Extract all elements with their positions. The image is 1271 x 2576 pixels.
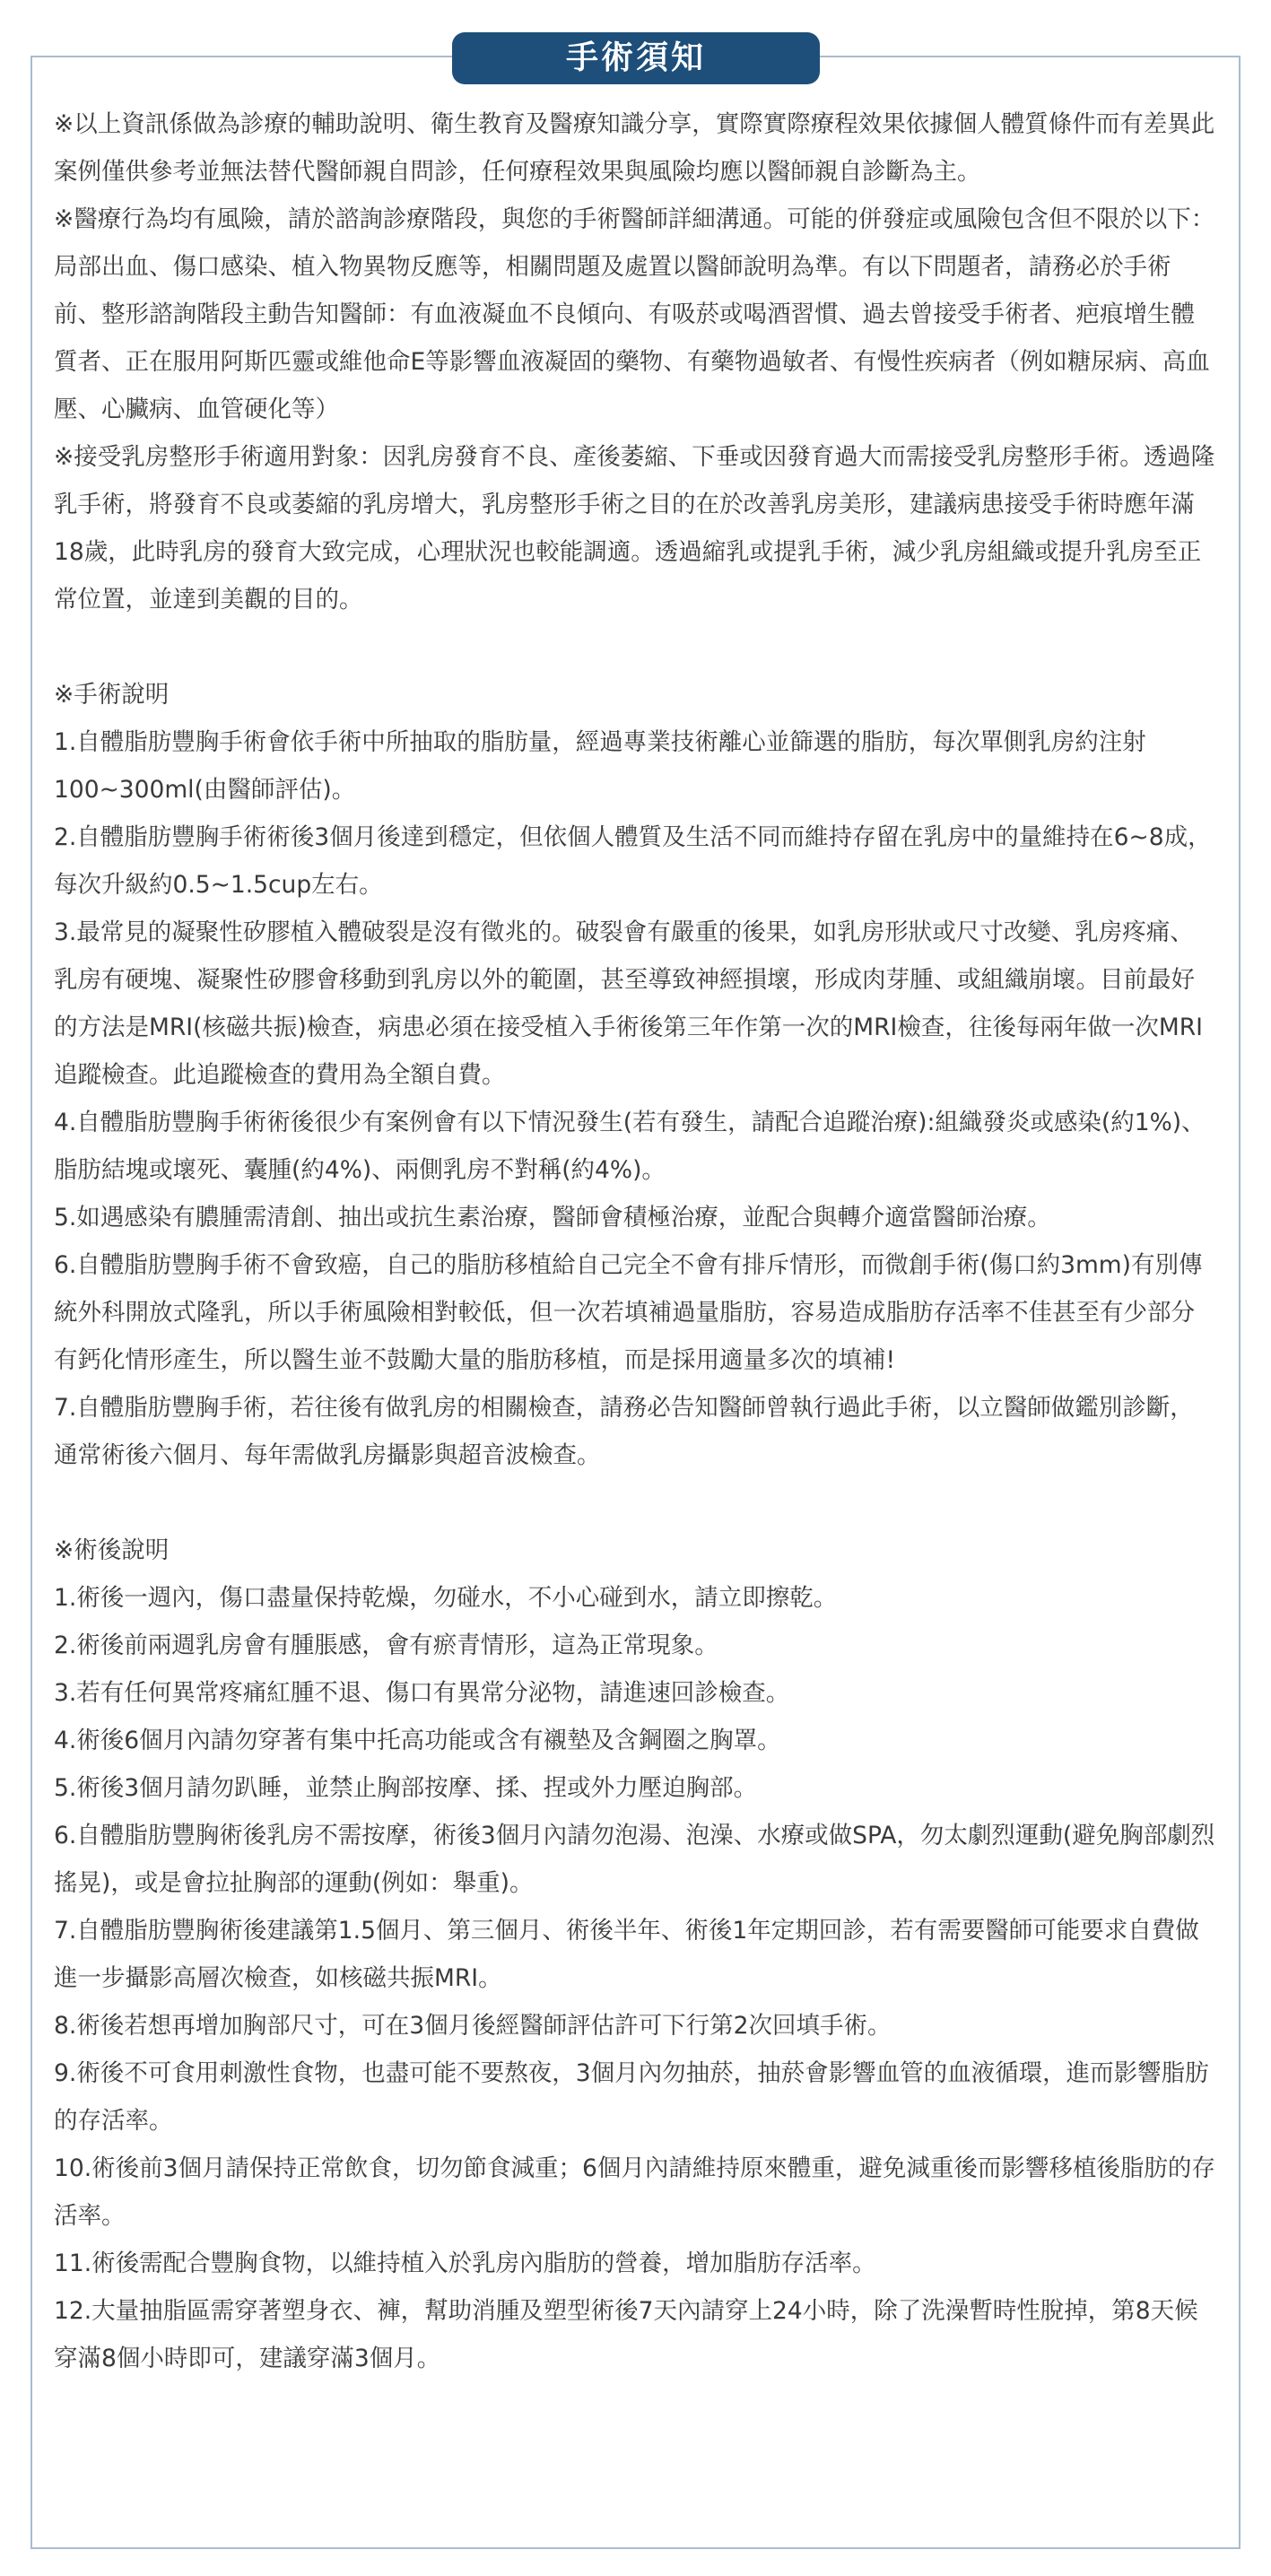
- notice-content: [54, 100, 1216, 2382]
- postop-item: 2.術後前兩週乳房會有腫脹感，會有瘀青情形，這為正常現象。: [54, 1632, 718, 1659]
- spacer: [54, 623, 1216, 671]
- surgery-item: 6.自體脂肪豐胸手術不會致癌，自己的脂肪移植給自己完全不會有排斥情形，而微創手術(傷口約3mm)有別傳統外科開放式隆乳，所以手術風險相對較低，但一次若填補過量脂肪，容易造成脂肪存活率不佳甚至有少部分有鈣化情形產生，所以醫生並不鼓勵大量的脂肪移植，而是採用適量多次的填補!: [54, 1251, 1203, 1374]
- disclaimer-paragraph: ※以上資訊係做為診療的輔助說明、衛生教育及醫療知識分享，實際實際療程效果依據個人體質條件而有差異此案例僅供參考並無法替代醫師親自問診，任何療程效果與風險均應以醫師親自診斷為主。: [54, 110, 1215, 186]
- postop-item: 3.若有任何異常疼痛紅腫不退、傷口有異常分泌物，請進速回診檢查。: [54, 1679, 790, 1707]
- postop-item: 7.自體脂肪豐胸術後建議第1.5個月、第三個月、術後半年、術後1年定期回診，若有需要醫師可能要求自費做進一步攝影高層次檢查，如核磁共振MRI。: [54, 1917, 1199, 1992]
- eligibility-paragraph: ※接受乳房整形手術適用對象：因乳房發育不良、產後萎縮、下垂或因發育過大而需接受乳房整形手術。透過隆乳手術，將發育不良或萎縮的乳房增大，乳房整形手術之目的在於改善乳房美形，建議病患接受手術時應年滿18歲，此時乳房的發育大致完成，心理狀況也較能調適。透過縮乳或提乳手術，減少乳房組織或提升乳房至正常位置，並達到美觀的目的。: [54, 443, 1215, 614]
- postop-item: 10.術後前3個月請保持正常飲食，切勿節食減重；6個月內請維持原來體重，避免減重後而影響移植後脂肪的存活率。: [54, 2154, 1215, 2230]
- postop-item: 5.術後3個月請勿趴睡，並禁止胸部按摩、揉、捏或外力壓迫胸部。: [54, 1774, 758, 1802]
- surgery-item: 1.自體脂肪豐胸手術會依手術中所抽取的脂肪量，經過專業技術離心並篩選的脂肪，每次單側乳房約注射100~300ml(由醫師評估)。: [54, 728, 1146, 804]
- spacer: [54, 1479, 1216, 1527]
- surgery-item: 4.自體脂肪豐胸手術術後很少有案例會有以下情況發生(若有發生，請配合追蹤治療):組織發炎或感染(約1%)、脂肪結塊或壞死、囊腫(約4%)、兩側乳房不對稱(約4%)。: [54, 1109, 1206, 1184]
- surgery-item: 7.自體脂肪豐胸手術，若往後有做乳房的相關檢查，請務必告知醫師曾執行過此手術，以立醫師做鑑別診斷，通常術後六個月、每年需做乳房攝影與超音波檢查。: [54, 1394, 1194, 1469]
- surgery-item: 3.最常見的凝聚性矽膠植入體破裂是沒有徵兆的。破裂會有嚴重的後果，如乳房形狀或尺寸改變、乳房疼痛、乳房有硬塊、凝聚性矽膠會移動到乳房以外的範圍，甚至導致神經損壞，形成肉芽腫、或組織崩壞。目前最好的方法是MRI(核磁共振)檢查，病患必須在接受植入手術後第三年作第一次的MRI檢查，往後每兩年做一次MRI 追蹤檢查。此追蹤檢查的費用為全額自費。: [54, 918, 1203, 1089]
- surgery-heading: ※手術說明: [54, 681, 170, 709]
- surgery-item: 5.如遇感染有膿腫需清創、抽出或抗生素治療，醫師會積極治療，並配合與轉介適當醫師治療。: [54, 1204, 1051, 1231]
- postop-item: 4.術後6個月內請勿穿著有集中托高功能或含有襯墊及含鋼圈之胸罩。: [54, 1727, 781, 1754]
- postop-item: 9.術後不可食用刺激性食物，也盡可能不要熬夜，3個月內勿抽菸，抽菸會影響血管的血液循環，進而影響脂肪的存活率。: [54, 2059, 1209, 2135]
- postop-item: 1.術後一週內，傷口盡量保持乾燥，勿碰水，不小心碰到水，請立即擦乾。: [54, 1584, 838, 1612]
- postop-item: 6.自體脂肪豐胸術後乳房不需按摩，術後3個月內請勿泡湯、泡澡、水療或做SPA，勿太劇烈運動(避免胸部劇烈搖晃)，或是會拉扯胸部的運動(例如：舉重)。: [54, 1822, 1215, 1897]
- postop-heading: ※術後說明: [54, 1536, 170, 1564]
- surgery-item: 2.自體脂肪豐胸手術術後3個月後達到穩定，但依個人體質及生活不同而維持存留在乳房中的量維持在6~8成，每次升級約0.5~1.5cup左右。: [54, 823, 1212, 899]
- risk-paragraph: ※醫療行為均有風險，請於諮詢診療階段，與您的手術醫師詳細溝通。可能的併發症或風險包含但不限於以下：局部出血、傷口感染、植入物異物反應等，相關問題及處置以醫師說明為準。有以下問題者，請務必於手術前、整形諮詢階段主動告知醫師：有血液凝血不良傾向、有吸菸或喝酒習慣、過去曾接受手術者、疤痕增生體質者、正在服用阿斯匹靈或維他命E等影響血液凝固的藥物、有藥物過敏者、有慢性疾病者（例如糖尿病、高血壓、心臟病、血管硬化等）: [54, 205, 1215, 423]
- postop-item: 12.大量抽脂區需穿著塑身衣、褲，幫助消腫及塑型術後7天內請穿上24小時，除了洗澡暫時性脫掉，第8天候穿滿8個小時即可，建議穿滿3個月。: [54, 2297, 1198, 2372]
- page-title: 手術須知: [452, 32, 820, 84]
- postop-item: 8.術後若想再增加胸部尺寸，可在3個月後經醫師評估許可下行第2次回填手術。: [54, 2012, 892, 2040]
- postop-item: 11.術後需配合豐胸食物，以維持植入於乳房內脂肪的營養，增加脂肪存活率。: [54, 2250, 876, 2277]
